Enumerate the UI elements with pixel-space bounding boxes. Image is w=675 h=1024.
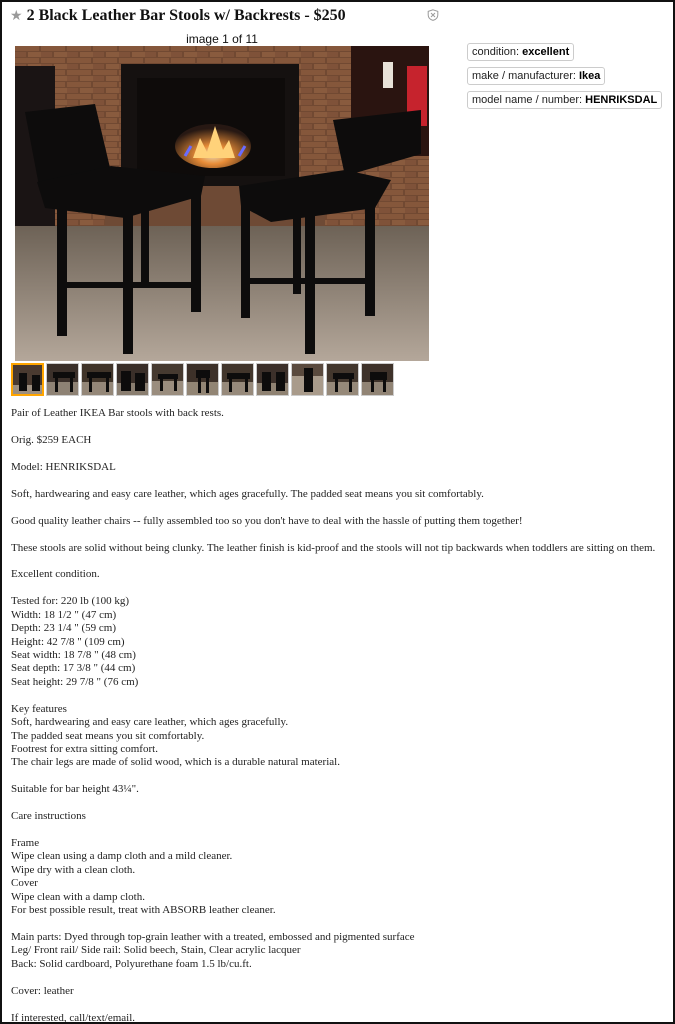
attribute-label: condition: <box>472 46 523 58</box>
description-line: Wipe clean using a damp cloth and a mild cleaner. <box>11 850 233 863</box>
description-paragraph <box>11 783 671 796</box>
thumbnail[interactable] <box>81 363 114 396</box>
description-line: Height: 42 7/8 " (109 cm) <box>11 635 125 648</box>
description-paragraph <box>11 595 671 689</box>
description-line: Soft, hardwearing and easy care leather, which ages gracefully. <box>11 716 289 729</box>
description-line: Model: HENRIKSDAL <box>11 460 116 473</box>
description-line: If interested, call/text/email. <box>11 1011 136 1024</box>
posting-body <box>11 407 671 1024</box>
description-paragraph <box>11 461 671 474</box>
description-line: Main parts: Dyed through top-grain leather with a treated, embossed and pigmented surface <box>11 930 415 943</box>
description-line: Key features <box>11 702 67 715</box>
description-paragraph <box>11 434 671 447</box>
description-line: Depth: 23 1/4 " (59 cm) <box>11 622 116 635</box>
description-line: Seat width: 18 7/8 " (48 cm) <box>11 648 136 661</box>
attribute-label: make / manufacturer: <box>472 70 579 82</box>
thumbnail[interactable] <box>116 363 149 396</box>
description-line: Footrest for extra sitting comfort. <box>11 742 158 755</box>
bar-stools-photo <box>15 46 429 361</box>
posting-title-row <box>10 6 346 26</box>
star-icon[interactable]: ★ <box>10 8 23 24</box>
description-line: Leg/ Front rail/ Side rail: Solid beech, Stain, Clear acrylic lacquer <box>11 944 301 957</box>
thumbnail[interactable] <box>186 363 219 396</box>
thumbnail[interactable] <box>326 363 359 396</box>
description-paragraph <box>11 568 671 581</box>
image-counter: image 1 of 11 <box>186 32 258 46</box>
thumbnail[interactable] <box>221 363 254 396</box>
attribute-value: Ikea <box>579 70 601 82</box>
description-line: For best possible result, treat with ABSORB leather cleaner. <box>11 904 276 917</box>
description-line: Suitable for bar height 43¼". <box>11 783 139 796</box>
description-paragraph <box>11 488 671 501</box>
description-line: Excellent condition. <box>11 568 100 581</box>
attribute-model <box>467 91 662 109</box>
attribute-value: excellent <box>522 46 570 58</box>
description-line: Wipe clean with a damp cloth. <box>11 890 145 903</box>
description-line: Soft, hardwearing and easy care leather, which ages gracefully. The padded seat means you sit comfortably. <box>11 487 484 500</box>
hide-posting-icon[interactable] <box>427 9 439 21</box>
attribute-condition <box>467 43 574 61</box>
description-line: Orig. $259 EACH <box>11 433 92 446</box>
thumbnail[interactable] <box>151 363 184 396</box>
attribute-label: model name / number: <box>472 94 586 106</box>
description-paragraph <box>11 407 671 420</box>
thumbnail-strip <box>11 363 394 396</box>
description-line: Back: Solid cardboard, Polyurethane foam 1.5 lb/cu.ft. <box>11 957 252 970</box>
attribute-manufacturer <box>467 67 605 85</box>
attribute-value: HENRIKSDAL <box>585 94 658 106</box>
description-line: Wipe dry with a clean cloth. <box>11 863 136 876</box>
description-paragraph <box>11 703 671 770</box>
description-line: The padded seat means you sit comfortably. <box>11 729 205 742</box>
description-paragraph <box>11 515 671 528</box>
thumbnail[interactable] <box>361 363 394 396</box>
thumbnail[interactable] <box>11 363 44 396</box>
description-line: These stools are solid without being clunky. The leather finish is kid-proof and the stools will not tip backwards when toddlers are sitting on them. <box>11 541 656 554</box>
description-paragraph <box>11 1012 671 1024</box>
description-paragraph <box>11 837 671 917</box>
attribute-group <box>467 43 662 109</box>
description-line: Cover: leather <box>11 984 74 997</box>
description-paragraph <box>11 542 671 555</box>
description-line: Seat depth: 17 3/8 " (44 cm) <box>11 662 136 675</box>
description-line: Tested for: 220 lb (100 kg) <box>11 595 130 608</box>
description-paragraph <box>11 810 671 823</box>
description-line: Care instructions <box>11 810 86 823</box>
main-photo[interactable] <box>15 46 429 361</box>
thumbnail[interactable] <box>256 363 289 396</box>
description-line: Pair of Leather IKEA Bar stools with back rests. <box>11 407 224 419</box>
description-line: Width: 18 1/2 " (47 cm) <box>11 608 117 621</box>
thumbnail[interactable] <box>291 363 324 396</box>
description-line: The chair legs are made of solid wood, which is a durable natural material. <box>11 756 340 769</box>
description-paragraph <box>11 931 671 971</box>
description-line: Cover <box>11 877 38 890</box>
posting-title: 2 Black Leather Bar Stools w/ Backrests - $250 <box>26 7 346 24</box>
description-line: Frame <box>11 837 40 850</box>
thumbnail[interactable] <box>46 363 79 396</box>
description-line: Seat height: 29 7/8 " (76 cm) <box>11 675 139 688</box>
description-paragraph <box>11 985 671 998</box>
description-line: Good quality leather chairs -- fully assembled too so you don't have to deal with the hassle of putting them together! <box>11 514 523 527</box>
